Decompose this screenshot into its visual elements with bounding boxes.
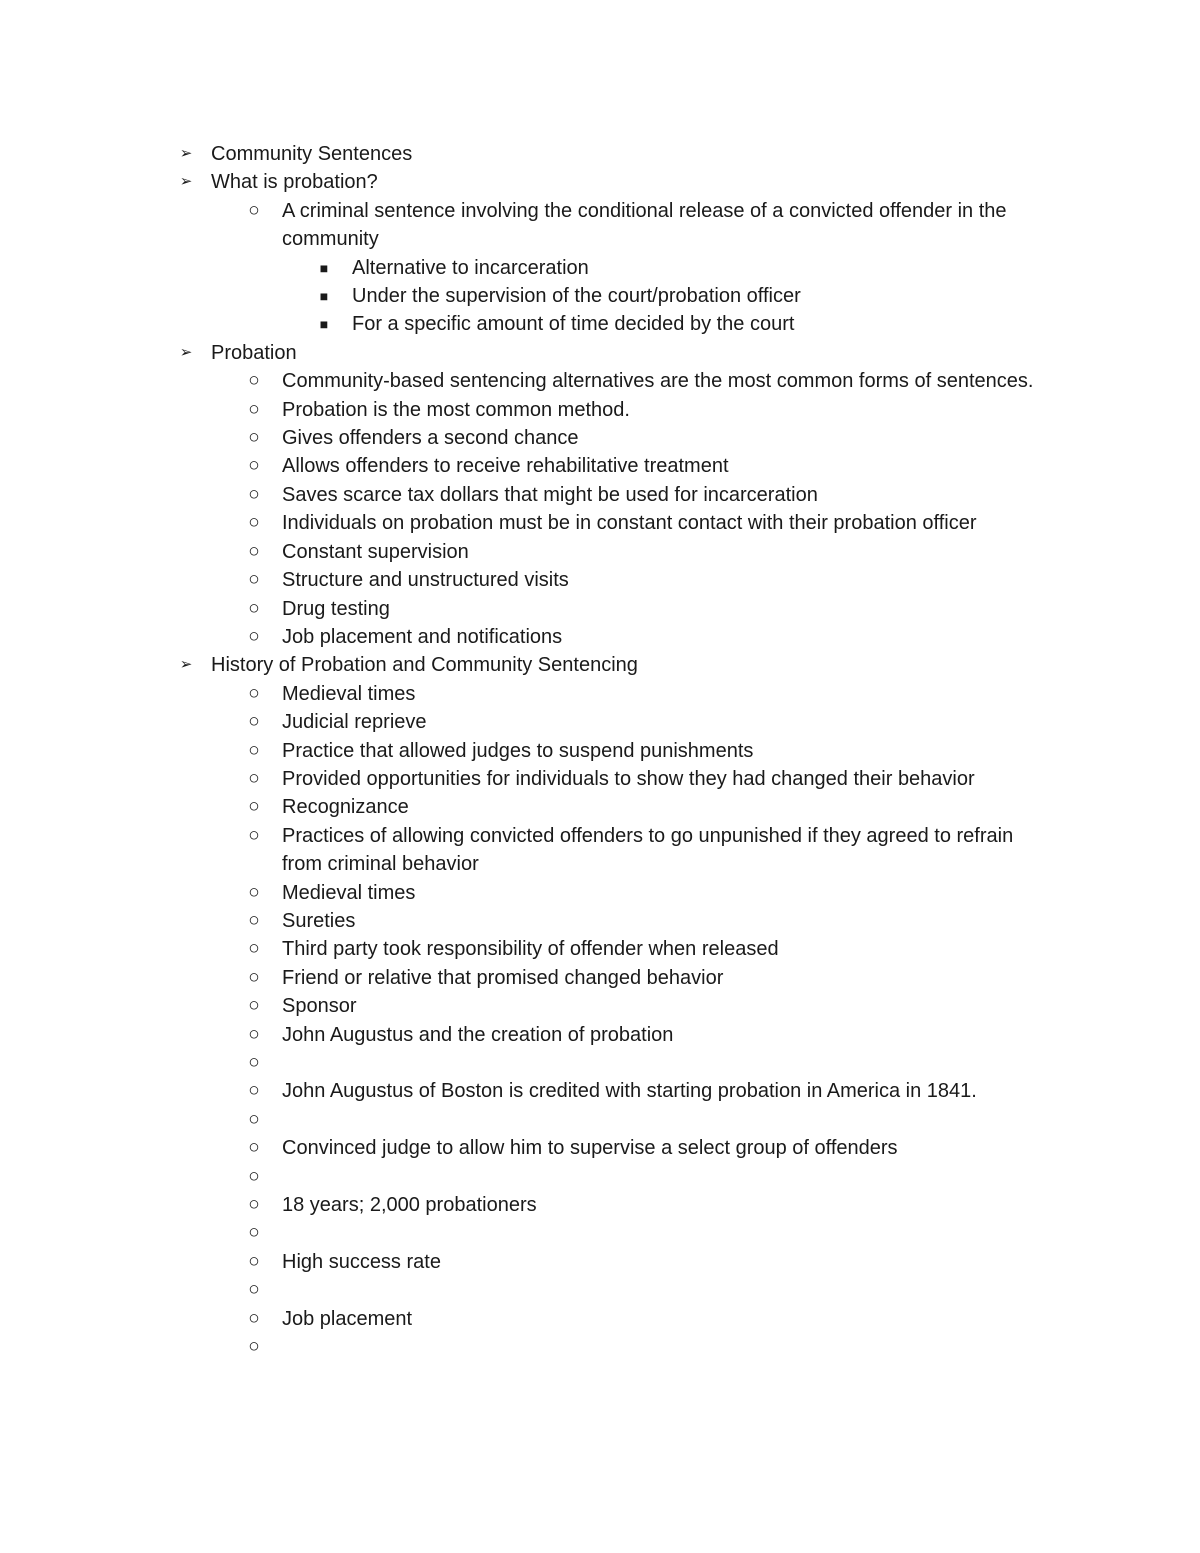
list-item — [0, 424, 1200, 452]
circle-bullet-icon: ○ — [248, 881, 260, 903]
list-item — [0, 1163, 1200, 1191]
list-item — [0, 509, 1200, 537]
list-item — [0, 1134, 1200, 1162]
list-item-text — [282, 1333, 1042, 1361]
circle-bullet-icon: ○ — [248, 370, 260, 392]
circle-bullet-icon: ○ — [248, 995, 260, 1017]
list-item — [0, 595, 1200, 623]
square-bullet-icon: ■ — [319, 259, 329, 276]
arrow-bullet-icon: ➢ — [179, 656, 193, 674]
list-item-text: Community-based sentencing alternatives are the most common forms of sentences. — [282, 370, 1034, 393]
circle-bullet-icon: ○ — [248, 1336, 260, 1358]
list-item-text — [282, 1219, 1042, 1247]
list-item-text: Judicial reprieve — [282, 711, 427, 734]
list-item-text: Allows offenders to receive rehabilitative treatment — [282, 455, 729, 478]
circle-bullet-icon: ○ — [248, 739, 260, 761]
arrow-bullet-icon: ➢ — [179, 343, 193, 361]
list-item — [0, 339, 1200, 367]
list-item-text: History of Probation and Community Sentencing — [211, 654, 638, 677]
list-item-text: Provided opportunities for individuals to show they had changed their behavior — [282, 767, 975, 790]
list-item-text: Individuals on probation must be in constant contact with their probation officer — [282, 512, 977, 535]
list-item — [0, 1021, 1200, 1049]
list-item-text: Job placement and notifications — [282, 625, 563, 648]
list-item-text: Structure and unstructured visits — [282, 569, 569, 592]
circle-bullet-icon: ○ — [248, 512, 260, 534]
circle-bullet-icon: ○ — [248, 966, 260, 988]
circle-bullet-icon: ○ — [248, 1023, 260, 1045]
list-item — [0, 1305, 1200, 1333]
list-item-text: Probation is the most common method. — [282, 398, 630, 421]
circle-bullet-icon: ○ — [248, 711, 260, 733]
circle-bullet-icon: ○ — [248, 398, 260, 420]
document-outline — [0, 140, 1200, 1361]
list-item — [0, 538, 1200, 566]
circle-bullet-icon: ○ — [248, 1307, 260, 1329]
list-item — [0, 566, 1200, 594]
circle-bullet-icon: ○ — [248, 455, 260, 477]
list-item-text: Practice that allowed judges to suspend punishments — [282, 739, 754, 762]
list-item-text: High success rate — [282, 1250, 441, 1273]
list-item — [0, 964, 1200, 992]
arrow-bullet-icon: ➢ — [179, 173, 193, 191]
list-item-text — [282, 1049, 1042, 1077]
list-item — [0, 481, 1200, 509]
list-item-text: Under the supervision of the court/probation officer — [352, 285, 801, 308]
circle-bullet-icon: ○ — [248, 625, 260, 647]
list-item — [0, 197, 1200, 254]
list-item — [0, 1049, 1200, 1077]
list-item — [0, 1191, 1200, 1219]
list-item-text: Job placement — [282, 1307, 413, 1330]
list-item — [0, 822, 1200, 879]
list-item — [0, 367, 1200, 395]
list-item-text: Community Sentences — [211, 143, 413, 165]
list-item-text: Practices of allowing convicted offenders to go unpunished if they agreed to refrain from criminal behavior — [282, 824, 1014, 876]
list-item-text: 18 years; 2,000 probationers — [282, 1194, 537, 1217]
list-item-text: Drug testing — [282, 597, 390, 620]
list-item — [0, 254, 1200, 282]
circle-bullet-icon: ○ — [248, 1137, 260, 1159]
list-item-text: Saves scarce tax dollars that might be used for incarceration — [282, 483, 818, 506]
circle-bullet-icon: ○ — [248, 1194, 260, 1216]
list-item — [0, 793, 1200, 821]
list-item-text: Constant supervision — [282, 540, 469, 563]
circle-bullet-icon: ○ — [248, 569, 260, 591]
list-item-text: Convinced judge to allow him to supervise a select group of offenders — [282, 1137, 898, 1160]
list-item-text — [282, 1106, 1042, 1134]
list-item — [0, 1248, 1200, 1276]
list-item — [0, 452, 1200, 480]
circle-bullet-icon: ○ — [248, 540, 260, 562]
circle-bullet-icon: ○ — [248, 767, 260, 789]
list-item-text: Alternative to incarceration — [352, 256, 589, 279]
circle-bullet-icon: ○ — [248, 199, 260, 221]
list-item — [0, 651, 1200, 679]
list-item-text: Recognizance — [282, 796, 409, 819]
circle-bullet-icon: ○ — [248, 597, 260, 619]
square-bullet-icon: ■ — [319, 316, 329, 333]
list-item — [0, 992, 1200, 1020]
list-item-text: Friend or relative that promised changed behavior — [282, 966, 724, 989]
list-item — [0, 907, 1200, 935]
list-item-text: John Augustus and the creation of probation — [282, 1023, 674, 1046]
list-item-text: A criminal sentence involving the conditional release of a convicted offender in the community — [282, 199, 1007, 251]
list-item — [0, 1106, 1200, 1134]
list-item — [0, 140, 1200, 168]
circle-bullet-icon: ○ — [248, 1080, 260, 1102]
list-item — [0, 935, 1200, 963]
list-item-text: For a specific amount of time decided by the court — [352, 313, 795, 336]
list-item — [0, 1219, 1200, 1247]
list-item-text: What is probation? — [211, 171, 378, 194]
list-item — [0, 708, 1200, 736]
circle-bullet-icon: ○ — [248, 938, 260, 960]
circle-bullet-icon: ○ — [248, 483, 260, 505]
circle-bullet-icon: ○ — [248, 1279, 260, 1301]
list-item-text: Probation — [211, 341, 297, 364]
list-item — [0, 1276, 1200, 1304]
list-item-text: Sureties — [282, 909, 356, 932]
list-item-text: Gives offenders a second chance — [282, 427, 579, 450]
list-item-text: John Augustus of Boston is credited with starting probation in America in 1841. — [282, 1080, 977, 1103]
list-item-text: Medieval times — [282, 682, 416, 705]
circle-bullet-icon: ○ — [248, 682, 260, 704]
list-item-text: Sponsor — [282, 995, 357, 1018]
circle-bullet-icon: ○ — [248, 1250, 260, 1272]
circle-bullet-icon: ○ — [248, 1052, 260, 1073]
list-item — [0, 1077, 1200, 1105]
list-item — [0, 282, 1200, 310]
list-item — [0, 168, 1200, 196]
circle-bullet-icon: ○ — [248, 909, 260, 931]
list-item-text — [282, 1163, 1042, 1191]
list-item — [0, 879, 1200, 907]
list-item — [0, 396, 1200, 424]
list-item-text — [282, 1276, 1042, 1304]
list-item — [0, 310, 1200, 338]
list-item — [0, 1333, 1200, 1361]
circle-bullet-icon: ○ — [248, 1222, 260, 1244]
list-item-text: Third party took responsibility of offender when released — [282, 938, 779, 961]
list-item — [0, 765, 1200, 793]
circle-bullet-icon: ○ — [248, 824, 260, 846]
list-item — [0, 737, 1200, 765]
list-item — [0, 680, 1200, 708]
list-item — [0, 623, 1200, 651]
circle-bullet-icon: ○ — [248, 1165, 260, 1187]
list-item-text: Medieval times — [282, 881, 416, 904]
circle-bullet-icon: ○ — [248, 796, 260, 818]
arrow-bullet-icon: ➢ — [179, 145, 193, 162]
circle-bullet-icon: ○ — [248, 1108, 260, 1130]
circle-bullet-icon: ○ — [248, 427, 260, 449]
square-bullet-icon: ■ — [319, 288, 329, 305]
